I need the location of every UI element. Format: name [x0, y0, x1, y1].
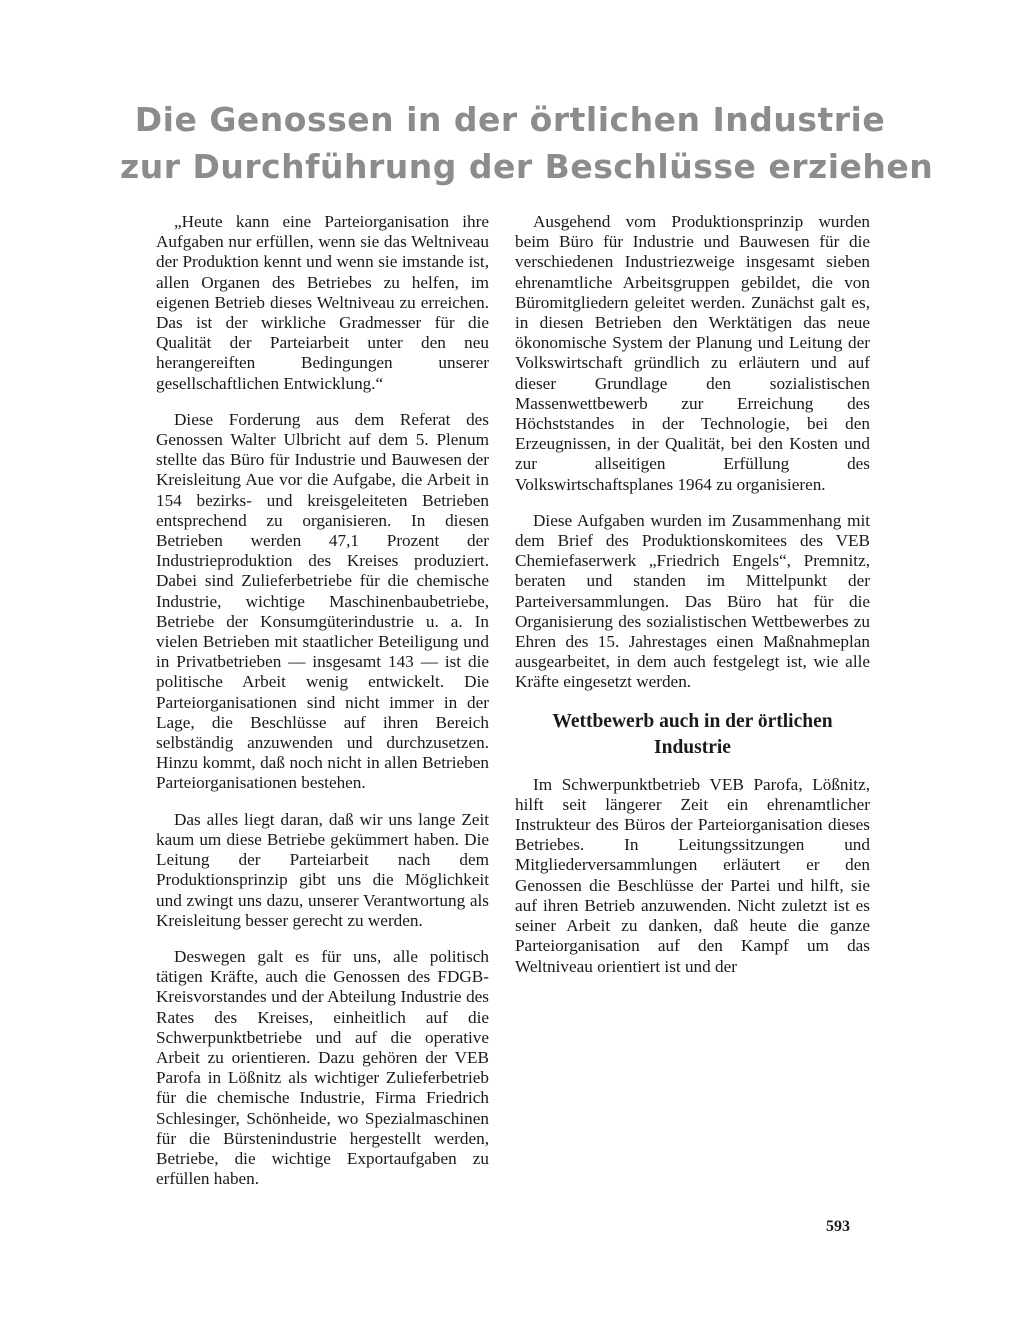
paragraph: Deswegen galt es für uns, alle politisch tätigen Kräfte, auch die Genossen des FDGB-Kreisvorstandes und der Abteilung Industrie des Rates des Kreises, einheitlich auf die Schwerpunktbetriebe und auf die operative Arbeit zu orientieren. Dazu gehören der VEB Parofa in Lößnitz als wichtiger Zulieferbetrieb für die chemische Industrie, Firma Friedrich Schlesinger, Schönheide, wo Spezialmaschinen für die Bürstenindustrie hergestellt werden, Betriebe, die wichtige Exportaufgaben zu erfüllen haben. [156, 946, 489, 1189]
paragraph: „Heute kann eine Parteiorganisation ihre Aufgaben nur erfüllen, wenn sie das Weltniveau der Produktion kennt und wenn sie imstande ist, allen Organen des Betriebes zu helfen, im eigenen Betrieb dieses Weltniveau zu erreichen. Das ist der wirkliche Gradmesser für die Qualität der Parteiarbeit unter den neu herangereiften Bedingungen unserer gesellschaftlichen Entwicklung.“ [156, 212, 489, 393]
paragraph: Diese Aufgaben wurden im Zusammenhang mit dem Brief des Produktionskomitees des VEB Chemiefaserwerk „Friedrich Engels“, Premnitz, beraten und standen im Mittelpunkt der Parteiversammlungen. Das Büro hat für die Organisierung des sozialistischen Wettbewerbes zu Ehren des 15. Jahrestages einen Maßnahmeplan ausgearbeitet, in dem auch festgelegt ist, wie alle Kräfte eingesetzt werden. [515, 510, 870, 692]
article-headline [120, 96, 934, 190]
left-column [156, 212, 489, 1205]
right-column [515, 212, 870, 993]
headline-line-1: Die Genossen in der örtlichen Industrie [134, 100, 886, 139]
paragraph: Ausgehend vom Produktionsprinzip wurden beim Büro für Industrie und Bauwesen für die verschiedenen Industriezweige insgesamt sieben ehrenamtliche Arbeitsgruppen gebildet, die von Büromitgliedern geleitet werden. Zunächst galt es, in diesen Betrieben den Werktätigen das neue ökonomische System der Planung und Leitung der Volkswirtschaft gründlich zu erläutern und auf dieser Grundlage den sozialistischen Massenwettbewerb zur Erreichung des Höchststandes in der Technologie, bei den Erzeugnissen, in der Qualität, bei den Kosten und zur allseitigen Erfüllung des Volkswirtschaftsplanes 1964 zu organisieren. [515, 212, 870, 494]
paragraph: Im Schwerpunktbetrieb VEB Parofa, Lößnitz, hilft seit längerer Zeit ein ehrenamtlicher Instrukteur des Büros der Parteiorganisation dieses Betriebes. In Leitungssitzungen und Mitgliederversammlungen erläutert er den Genossen die Beschlüsse der Partei und hilft, sie auf ihren Betrieb anzuwenden. Nicht zuletzt ist es seiner Arbeit zu danken, daß heute die ganze Parteiorganisation auf den Kampf um das Weltniveau orientiert ist und der [515, 774, 870, 976]
page-number: 593 [826, 1218, 850, 1235]
paragraph: Diese Forderung aus dem Referat des Genossen Walter Ulbricht auf dem 5. Plenum stellte das Büro für Industrie und Bauwesen der Kreisleitung Aue vor die Aufgabe, die Arbeit in 154 bezirks- und kreisgeleiteten Betrieben entsprechend zu organisieren. In diesen Betrieben werden 47,1 Prozent der Industrieproduktion des Kreises produziert. Dabei sind Zulieferbetriebe für die chemische Industrie, wichtige Maschinenbaubetriebe, Betriebe der Konsumgüterindustrie u. a. In vielen Betrieben mit staatlicher Beteiligung und in Privatbetrieben — insgesamt 143 — ist die politische Arbeit wenig entwickelt. Die Parteiorganisationen sind nicht immer in der Lage, die Beschlüsse auf ihren Bereich selbständig anzuwenden und durchzusetzen. Hinzu kommt, daß noch nicht in allen Betrieben Parteiorganisationen bestehen. [156, 409, 489, 793]
headline-line-2: zur Durchführung der Beschlüsse erziehen [120, 147, 934, 186]
section-subheading: Wettbewerb auch in der örtlichen Industrie [552, 710, 833, 758]
paragraph: Das alles liegt daran, daß wir uns lange Zeit kaum um diese Betriebe gekümmert haben. Die Leitung der Parteiarbeit nach dem Produktionsprinzip gibt uns die Möglichkeit und zwingt uns dazu, unserer Verantwortung als Kreisleitung besser gerecht zu werden. [156, 809, 489, 930]
